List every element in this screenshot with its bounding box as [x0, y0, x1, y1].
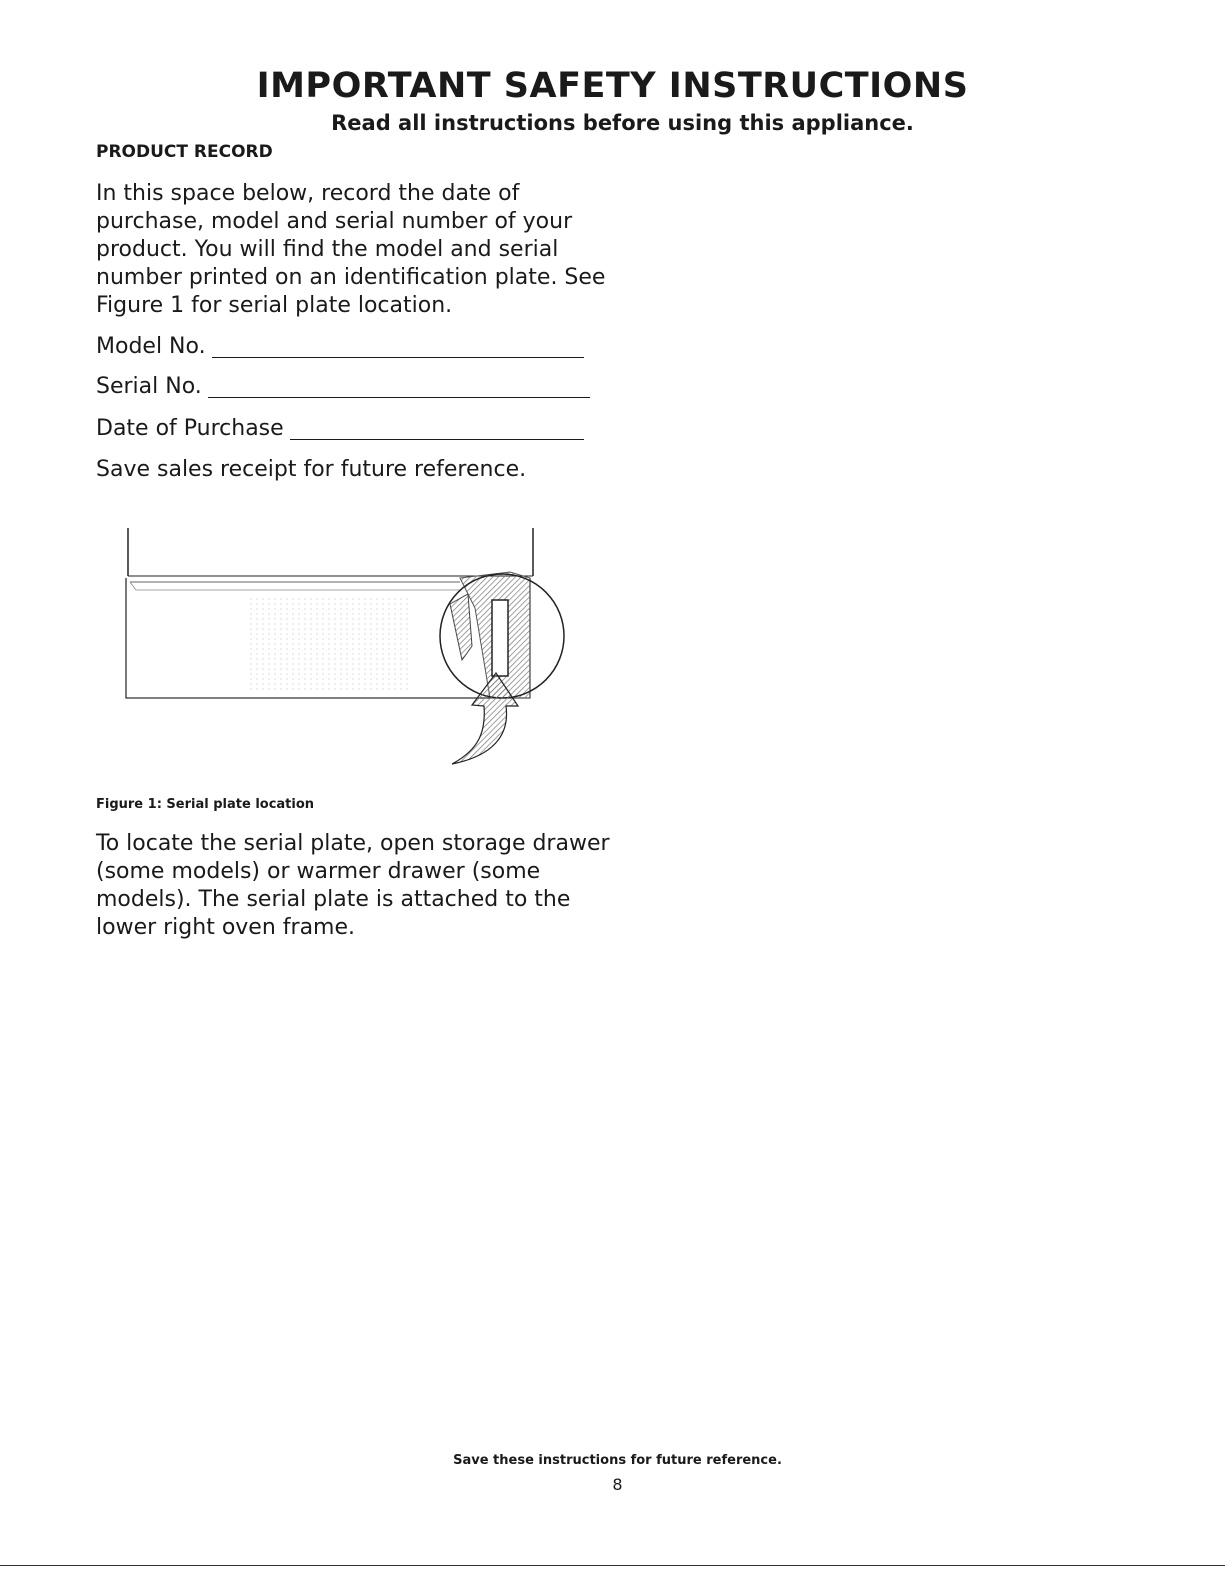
- serial-plate-figure: [100, 528, 580, 773]
- intro-paragraph: In this space below, record the date of purchase, model and serial number of your product. You will find the model and serial number printed on an identification plate. See Figure 1 for serial plate location.: [96, 181, 606, 318]
- date-of-purchase-row: [96, 412, 584, 444]
- page-subtitle: Read all instructions before using this appliance.: [331, 111, 914, 135]
- model-number-label: Model No.: [96, 334, 206, 359]
- figure-caption: Figure 1: Serial plate location: [96, 797, 315, 812]
- bottom-divider: [0, 1565, 1225, 1566]
- receipt-note: Save sales receipt for future reference.: [96, 457, 527, 482]
- page-number: 8: [612, 1475, 623, 1494]
- footer-note: Save these instructions for future reference.: [453, 1453, 782, 1468]
- oven-drawer-serial-plate-icon: [100, 528, 580, 773]
- date-of-purchase-blank: [290, 415, 584, 440]
- serial-number-row: [96, 370, 590, 402]
- date-of-purchase-label: Date of Purchase: [96, 416, 284, 441]
- serial-number-label: Serial No.: [96, 374, 202, 399]
- model-number-blank: [212, 333, 584, 358]
- locate-paragraph: To locate the serial plate, open storage drawer (some models) or warmer drawer (some models). The serial plate is attached to the lower right oven frame.: [96, 831, 610, 940]
- page-title: IMPORTANT SAFETY INSTRUCTIONS: [256, 66, 969, 106]
- model-number-row: [96, 330, 584, 362]
- section-heading: PRODUCT RECORD: [96, 142, 273, 162]
- serial-number-blank: [208, 373, 590, 398]
